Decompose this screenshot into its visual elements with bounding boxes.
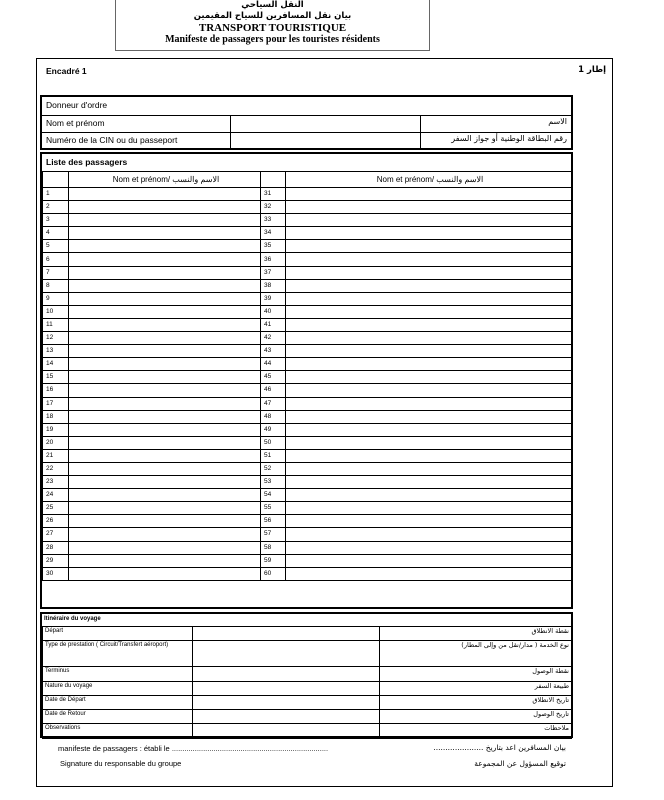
- passenger-name-right-input[interactable]: [286, 332, 572, 345]
- itinerary-row: [43, 681, 572, 695]
- passenger-list-title: Liste des passagers: [46, 157, 128, 167]
- passenger-table-header: [43, 172, 572, 188]
- document-header: [115, 0, 430, 51]
- passenger-number-right: 41: [261, 318, 286, 331]
- column-header-right: Nom et prénom/ الاسم والنسب: [286, 172, 572, 188]
- passenger-name-left-input[interactable]: [69, 371, 261, 384]
- passenger-number-left: 20: [43, 436, 69, 449]
- passenger-number-left: 30: [43, 567, 69, 580]
- passenger-number-right: 32: [261, 201, 286, 214]
- passenger-number-right: 36: [261, 253, 286, 266]
- itinerary-value-input[interactable]: [193, 695, 380, 709]
- itinerary-row: [43, 695, 572, 709]
- passenger-number-right: 38: [261, 279, 286, 292]
- passenger-name-left-input[interactable]: [69, 358, 261, 371]
- header-subtitle: Manifeste de passagers pour les touristes résidents: [165, 34, 380, 45]
- passenger-name-left-input[interactable]: [69, 502, 261, 515]
- name-input[interactable]: [231, 115, 420, 131]
- passenger-row: [43, 449, 572, 462]
- signature-label-fr: Signature du responsable du groupe: [60, 759, 182, 768]
- itinerary-row: [43, 641, 572, 667]
- column-header-left: Nom et prénom/ الاسم والنسب: [69, 172, 261, 188]
- itinerary-label-fr: Départ: [43, 627, 193, 641]
- passenger-name-right-input[interactable]: [286, 279, 572, 292]
- passenger-name-left-input[interactable]: [69, 515, 261, 528]
- passenger-name-right-input[interactable]: [286, 201, 572, 214]
- passenger-number-left: 24: [43, 489, 69, 502]
- passenger-name-right-input[interactable]: [286, 266, 572, 279]
- passenger-number-left: 15: [43, 371, 69, 384]
- donneur-row: [42, 97, 571, 116]
- ordering-party-section: [40, 95, 573, 150]
- name-label-fr: Nom et prénom: [46, 118, 105, 128]
- passenger-number-left: 3: [43, 214, 69, 227]
- passenger-name-right-input[interactable]: [286, 345, 572, 358]
- passenger-name-left-input[interactable]: [69, 410, 261, 423]
- itinerary-value-input[interactable]: [193, 667, 380, 681]
- passenger-row: [43, 371, 572, 384]
- passenger-name-right-input[interactable]: [286, 489, 572, 502]
- passenger-name-left-input[interactable]: [69, 449, 261, 462]
- passenger-name-right-input[interactable]: [286, 554, 572, 567]
- passenger-name-right-input[interactable]: [286, 541, 572, 554]
- passenger-row: [43, 201, 572, 214]
- passenger-row: [43, 554, 572, 567]
- passenger-row: [43, 332, 572, 345]
- passenger-name-left-input[interactable]: [69, 345, 261, 358]
- passenger-row: [43, 410, 572, 423]
- passenger-name-left-input[interactable]: [69, 384, 261, 397]
- itinerary-value-input[interactable]: [193, 724, 380, 738]
- passenger-row: [43, 305, 572, 318]
- passenger-name-right-input[interactable]: [286, 214, 572, 227]
- itinerary-label-fr: Terminus: [43, 667, 193, 681]
- passenger-name-left-input[interactable]: [69, 489, 261, 502]
- passenger-name-left-input[interactable]: [69, 462, 261, 475]
- passenger-name-right-input[interactable]: [286, 449, 572, 462]
- passenger-name-right-input[interactable]: [286, 436, 572, 449]
- itinerary-label-fr: Observations: [43, 724, 193, 738]
- itinerary-label-fr: Type de prestation ( Circuit/Transfert aéroport): [43, 641, 193, 667]
- itinerary-value-input[interactable]: [193, 710, 380, 724]
- passenger-name-right-input[interactable]: [286, 502, 572, 515]
- passenger-name-left-input[interactable]: [69, 253, 261, 266]
- passenger-number-left: 11: [43, 318, 69, 331]
- passenger-number-right: 48: [261, 410, 286, 423]
- passenger-name-right-input[interactable]: [286, 567, 572, 580]
- passenger-name-right-input[interactable]: [286, 515, 572, 528]
- passenger-number-left: 10: [43, 305, 69, 318]
- passenger-number-left: 6: [43, 253, 69, 266]
- passenger-number-right: 56: [261, 515, 286, 528]
- itinerary-label-fr: Nature du voyage: [43, 681, 193, 695]
- passenger-number-left: 16: [43, 384, 69, 397]
- passenger-number-right: 43: [261, 345, 286, 358]
- passenger-name-right-input[interactable]: [286, 305, 572, 318]
- passenger-name-right-input[interactable]: [286, 528, 572, 541]
- itinerary-label-ar: نقطة الوصول: [380, 667, 572, 681]
- passenger-name-right-input[interactable]: [286, 358, 572, 371]
- passenger-row: [43, 502, 572, 515]
- passenger-name-left-input[interactable]: [69, 214, 261, 227]
- passenger-number-left: 17: [43, 397, 69, 410]
- cin-label-ar: رقم البطاقة الوطنية أو جواز السفر: [451, 134, 567, 143]
- passenger-name-left-input[interactable]: [69, 292, 261, 305]
- itinerary-label-ar: ملاحظات: [380, 724, 572, 738]
- itinerary-title: Itinéraire du voyage: [44, 616, 101, 622]
- passenger-row: [43, 384, 572, 397]
- established-on-ar: بيان المسافرين اعد بتاريخ .....................: [433, 743, 566, 752]
- passenger-row: [43, 528, 572, 541]
- itinerary-label-fr: Date de Retour: [43, 710, 193, 724]
- passenger-name-left-input[interactable]: [69, 423, 261, 436]
- passenger-name-left-input[interactable]: [69, 436, 261, 449]
- passenger-number-right: 35: [261, 240, 286, 253]
- passenger-name-right-input[interactable]: [286, 318, 572, 331]
- passenger-name-left-input[interactable]: [69, 476, 261, 489]
- name-row: [42, 115, 571, 133]
- passenger-row: [43, 476, 572, 489]
- passenger-number-left: 9: [43, 292, 69, 305]
- passenger-row: [43, 345, 572, 358]
- passenger-number-right: 50: [261, 436, 286, 449]
- passenger-name-left-input[interactable]: [69, 397, 261, 410]
- passenger-number-left: 5: [43, 240, 69, 253]
- itinerary-value-input[interactable]: [193, 627, 380, 641]
- passenger-row: [43, 292, 572, 305]
- passenger-number-right: 53: [261, 476, 286, 489]
- itinerary-row: [43, 724, 572, 738]
- itinerary-section: [40, 612, 573, 738]
- passenger-number-left: 28: [43, 541, 69, 554]
- passenger-number-right: 55: [261, 502, 286, 515]
- passenger-row: [43, 279, 572, 292]
- passenger-number-left: 1: [43, 188, 69, 201]
- itinerary-row: [43, 710, 572, 724]
- passenger-name-right-input[interactable]: [286, 410, 572, 423]
- itinerary-label-fr: Date de Départ: [43, 695, 193, 709]
- itinerary-row: [43, 627, 572, 641]
- passenger-name-left-input[interactable]: [69, 305, 261, 318]
- passenger-name-left-input[interactable]: [69, 318, 261, 331]
- itinerary-label-ar: تاريخ الانطلاق: [380, 695, 572, 709]
- passenger-name-left-input[interactable]: [69, 567, 261, 580]
- passenger-name-left-input[interactable]: [69, 227, 261, 240]
- passenger-name-right-input[interactable]: [286, 462, 572, 475]
- passenger-number-left: 21: [43, 449, 69, 462]
- passenger-number-left: 8: [43, 279, 69, 292]
- header-arabic-line-1: النقل السياحي: [241, 0, 304, 10]
- passenger-number-left: 18: [43, 410, 69, 423]
- passenger-number-left: 19: [43, 423, 69, 436]
- passenger-number-left: 26: [43, 515, 69, 528]
- passenger-row: [43, 436, 572, 449]
- passenger-name-right-input[interactable]: [286, 253, 572, 266]
- passenger-name-left-input[interactable]: [69, 554, 261, 567]
- itinerary-label-ar: نوع الخدمة ( مدار/نقل من وإلى المطار): [380, 641, 572, 667]
- passenger-name-right-input[interactable]: [286, 188, 572, 201]
- passenger-number-right: 33: [261, 214, 286, 227]
- passenger-number-right: 42: [261, 332, 286, 345]
- passenger-number-right: 47: [261, 397, 286, 410]
- passenger-name-left-input[interactable]: [69, 528, 261, 541]
- passenger-row: [43, 240, 572, 253]
- cin-label-fr: Numéro de la CIN ou du passeport: [46, 135, 178, 145]
- passenger-row: [43, 266, 572, 279]
- passenger-number-right: 31: [261, 188, 286, 201]
- passenger-number-left: 29: [43, 554, 69, 567]
- passenger-name-right-input[interactable]: [286, 423, 572, 436]
- passenger-row: [43, 358, 572, 371]
- passenger-row: [43, 188, 572, 201]
- passenger-number-right: 44: [261, 358, 286, 371]
- passenger-number-right: 60: [261, 567, 286, 580]
- header-title: TRANSPORT TOURISTIQUE: [198, 22, 347, 34]
- passenger-number-left: 7: [43, 266, 69, 279]
- passenger-number-left: 23: [43, 476, 69, 489]
- passenger-row: [43, 489, 572, 502]
- header-arabic-line-2: بيان نقل المسافرين للسياح المقيمين: [193, 11, 352, 21]
- cin-input[interactable]: [231, 132, 420, 148]
- passenger-number-right: 51: [261, 449, 286, 462]
- passenger-row: [43, 567, 572, 580]
- passenger-row: [43, 214, 572, 227]
- passenger-row: [43, 515, 572, 528]
- passenger-number-left: 22: [43, 462, 69, 475]
- passenger-name-right-input[interactable]: [286, 397, 572, 410]
- cin-row: [42, 132, 571, 148]
- passenger-number-left: 2: [43, 201, 69, 214]
- signature-label-ar: توقيع المسؤول عن المجموعة: [474, 759, 566, 768]
- established-on-fr: manifeste de passagers : établi le ...........................................................................: [58, 744, 329, 753]
- passenger-row: [43, 253, 572, 266]
- itinerary-value-input[interactable]: [193, 641, 380, 667]
- passenger-name-left-input[interactable]: [69, 188, 261, 201]
- passenger-number-right: 34: [261, 227, 286, 240]
- passenger-number-right: 57: [261, 528, 286, 541]
- passenger-number-right: 49: [261, 423, 286, 436]
- donneur-label: Donneur d'ordre: [46, 100, 108, 110]
- passenger-number-right: 58: [261, 541, 286, 554]
- passenger-name-right-input[interactable]: [286, 384, 572, 397]
- passenger-table: [42, 171, 572, 581]
- passenger-name-left-input[interactable]: [69, 240, 261, 253]
- passenger-number-right: 59: [261, 554, 286, 567]
- passenger-number-right: 39: [261, 292, 286, 305]
- passenger-number-right: 37: [261, 266, 286, 279]
- itinerary-label-ar: طبيعة السفر: [380, 681, 572, 695]
- passenger-number-right: 45: [261, 371, 286, 384]
- passenger-row: [43, 318, 572, 331]
- passenger-number-left: 25: [43, 502, 69, 515]
- passenger-number-right: 52: [261, 462, 286, 475]
- itinerary-label-ar: تاريخ الوصول: [380, 710, 572, 724]
- passenger-name-left-input[interactable]: [69, 201, 261, 214]
- encadre-label-fr: Encadré 1: [46, 66, 87, 76]
- passenger-name-right-input[interactable]: [286, 240, 572, 253]
- passenger-name-right-input[interactable]: [286, 227, 572, 240]
- passenger-number-left: 4: [43, 227, 69, 240]
- passenger-number-left: 14: [43, 358, 69, 371]
- passenger-row: [43, 423, 572, 436]
- passenger-number-left: 12: [43, 332, 69, 345]
- passenger-row: [43, 397, 572, 410]
- passenger-row: [43, 541, 572, 554]
- encadre-label-ar: إطار 1: [578, 65, 606, 75]
- passenger-number-right: 54: [261, 489, 286, 502]
- name-label-ar: الاسم: [548, 117, 567, 126]
- passenger-name-left-input[interactable]: [69, 332, 261, 345]
- itinerary-row: [43, 667, 572, 681]
- passenger-name-right-input[interactable]: [286, 476, 572, 489]
- passenger-name-left-input[interactable]: [69, 279, 261, 292]
- passenger-name-left-input[interactable]: [69, 266, 261, 279]
- passenger-number-left: 27: [43, 528, 69, 541]
- passenger-name-right-input[interactable]: [286, 371, 572, 384]
- passenger-list-section: [40, 152, 573, 609]
- passenger-name-left-input[interactable]: [69, 541, 261, 554]
- passenger-name-right-input[interactable]: [286, 292, 572, 305]
- itinerary-label-ar: نقطة الانطلاق: [380, 627, 572, 641]
- itinerary-value-input[interactable]: [193, 681, 380, 695]
- passenger-number-left: 13: [43, 345, 69, 358]
- passenger-number-right: 46: [261, 384, 286, 397]
- passenger-row: [43, 462, 572, 475]
- itinerary-table: [42, 626, 572, 739]
- passenger-row: [43, 227, 572, 240]
- passenger-number-right: 40: [261, 305, 286, 318]
